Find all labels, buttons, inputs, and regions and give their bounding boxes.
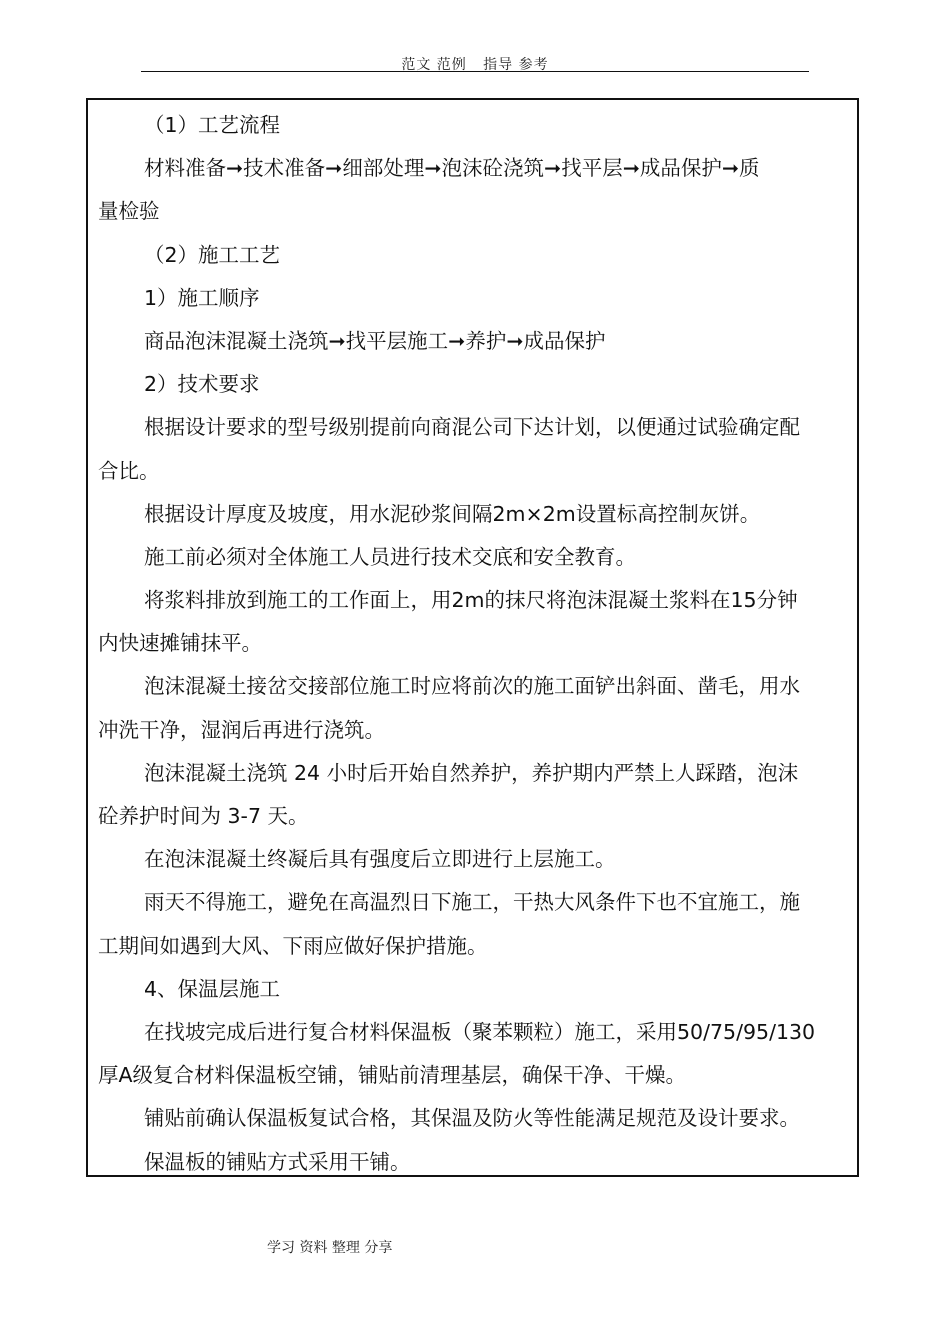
text-line: 在泡沫混凝土终凝后具有强度后立即进行上层施工。 [144,847,616,872]
page-header: 范文 范例 指导 参考 [401,57,549,73]
text-line: 将浆料排放到施工的工作面上，用2m的抹尺将泡沫混凝土浆料在15分钟 [144,588,798,613]
text-line: （1）工艺流程 [144,113,281,137]
text-line: 雨天不得施工，避免在高温烈日下施工，干热大风条件下也不宜施工，施 [144,890,800,915]
text-line: 合比。 [98,458,160,483]
text-line: 在找坡完成后进行复合材料保温板（聚苯颗粒）施工，采用50/75/95/130 [144,1019,816,1044]
text-line: 2）技术要求 [144,372,260,397]
text-line: 1）施工顺序 [144,285,260,310]
text-line: （2）施工工艺 [144,242,281,267]
text-line: 材料准备➞技术准备➞细部处理➞泡沫砼浇筑➞找平层➞成品保护➞质 [144,156,760,181]
text-line: 根据设计厚度及坡度，用水泥砂浆间隔2m×2m设置标高控制灰饼。 [144,501,761,526]
text-line: 内快速摊铺抹平。 [98,631,262,656]
text-line: 铺贴前确认保温板复试合格，其保温及防火等性能满足规范及设计要求。 [144,1106,800,1131]
text-line: 量检验 [98,199,160,224]
text-line: 厚A级复合材料保温板空铺，铺贴前清理基层，确保干净、干燥。 [98,1063,687,1088]
page-footer: 学习 资料 整理 分享 [267,1240,393,1256]
text-line: 保温板的铺贴方式采用干铺。 [144,1149,411,1174]
text-line: 泡沫混凝土接岔交接部位施工时应将前次的施工面铲出斜面、凿毛，用水 [144,674,800,699]
text-line: 泡沫混凝土浇筑 24 小时后开始自然养护，养护期内严禁上人踩踏，泡沫 [144,760,799,785]
text-line: 工期间如遇到大风、下雨应做好保护措施。 [98,933,488,958]
text-line: 4、保温层施工 [144,976,281,1001]
text-line: 砼养护时间为 3-7 天。 [98,804,309,828]
text-line: 根据设计要求的型号级别提前向商混公司下达计划，以便通过试验确定配 [144,415,800,440]
document-body [98,104,858,1184]
header-rule [141,71,809,72]
text-line: 商品泡沫混凝土浇筑➞找平层施工➞养护➞成品保护 [144,328,606,353]
text-line: 施工前必须对全体施工人员进行技术交底和安全教育。 [144,544,636,569]
text-line: 冲洗干净，湿润后再进行浇筑。 [98,717,385,742]
